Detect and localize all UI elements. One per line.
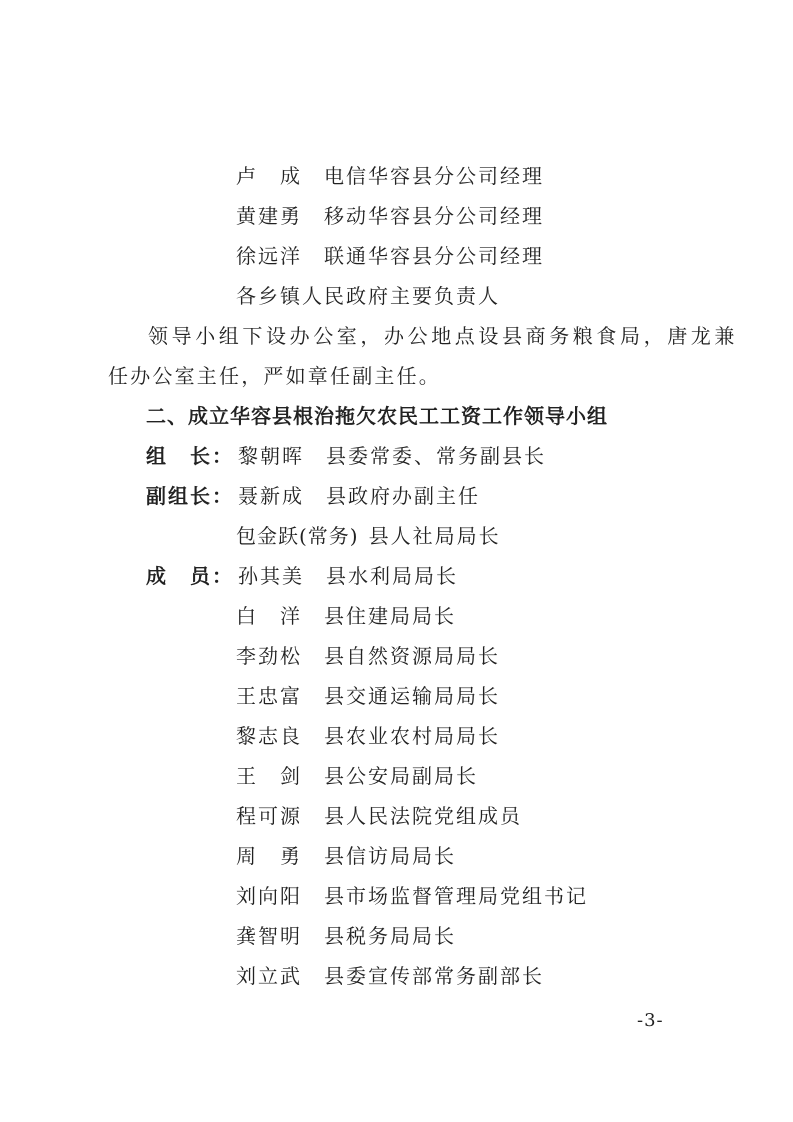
member-title: 县委宣传部常务副部长: [324, 964, 544, 988]
members-row: [236, 803, 522, 829]
deputy-label: 副组长：: [146, 484, 234, 508]
member-title: 县市场监督管理局党组书记: [324, 884, 588, 908]
member-title: 县人民法院党组成员: [324, 804, 522, 828]
members-row: [236, 723, 500, 749]
members-row: [146, 563, 458, 589]
members-row: [236, 963, 544, 989]
office-paragraph-line-2: 任办公室主任，严如章任副主任。: [108, 364, 441, 388]
member-title: 电信华容县分公司经理: [324, 164, 544, 188]
member-title: 县信访局局长: [324, 844, 456, 868]
member-name: 刘立武: [236, 964, 302, 988]
deputy-row: [146, 483, 480, 509]
leader-name: 黎朝晖: [238, 444, 304, 468]
leader-label: 组 长：: [146, 444, 234, 468]
member-title: 县水利局局长: [326, 564, 458, 588]
member-title: 县交通运输局局长: [324, 684, 500, 708]
member-title: 县税务局局长: [324, 924, 456, 948]
member-title: 县农业农村局局长: [324, 724, 500, 748]
deputy-row: [236, 523, 501, 549]
member-name: 王忠富: [236, 684, 302, 708]
member-name: 徐远洋: [236, 244, 302, 268]
member-row: [236, 203, 544, 229]
members-row: [236, 763, 478, 789]
member-name: 王 剑: [236, 764, 302, 788]
member-name: 黎志良: [236, 724, 302, 748]
member-name: 卢 成: [236, 164, 302, 188]
member-row-extra: [236, 283, 500, 309]
section-heading: 二、成立华容县根治拖欠农民工工资工作领导小组: [146, 404, 608, 428]
page-number: -3-: [637, 1010, 664, 1031]
members-row: [236, 603, 456, 629]
deputy-name: 包金跃(常务): [236, 524, 359, 548]
deputy-name: 聂新成: [238, 484, 304, 508]
member-row: [236, 243, 544, 269]
member-row: [236, 163, 544, 189]
member-title: 县自然资源局局长: [324, 644, 500, 668]
leader-title: 县委常委、常务副县长: [326, 444, 546, 468]
members-row: [236, 683, 500, 709]
member-name: 刘向阳: [236, 884, 302, 908]
members-row: [236, 643, 500, 669]
leader-row: [146, 443, 546, 469]
office-paragraph-line-1: 领导小组下设办公室，办公地点设县商务粮食局，唐龙兼: [148, 324, 738, 348]
member-name: 孙其美: [238, 564, 304, 588]
member-name: 周 勇: [236, 844, 302, 868]
member-title: 县住建局局长: [324, 604, 456, 628]
member-name: 程可源: [236, 804, 302, 828]
member-extra-text: 各乡镇人民政府主要负责人: [236, 284, 500, 308]
member-name: 白 洋: [236, 604, 302, 628]
member-title: 联通华容县分公司经理: [324, 244, 544, 268]
members-row: [236, 843, 456, 869]
member-name: 龚智明: [236, 924, 302, 948]
members-row: [236, 923, 456, 949]
member-title: 移动华容县分公司经理: [324, 204, 544, 228]
deputy-title: 县政府办副主任: [326, 484, 480, 508]
member-name: 李劲松: [236, 644, 302, 668]
member-title: 县公安局副局长: [324, 764, 478, 788]
members-label: 成 员：: [146, 564, 234, 588]
members-row: [236, 883, 588, 909]
member-name: 黄建勇: [236, 204, 302, 228]
deputy-title: 县人社局局长: [368, 524, 501, 548]
